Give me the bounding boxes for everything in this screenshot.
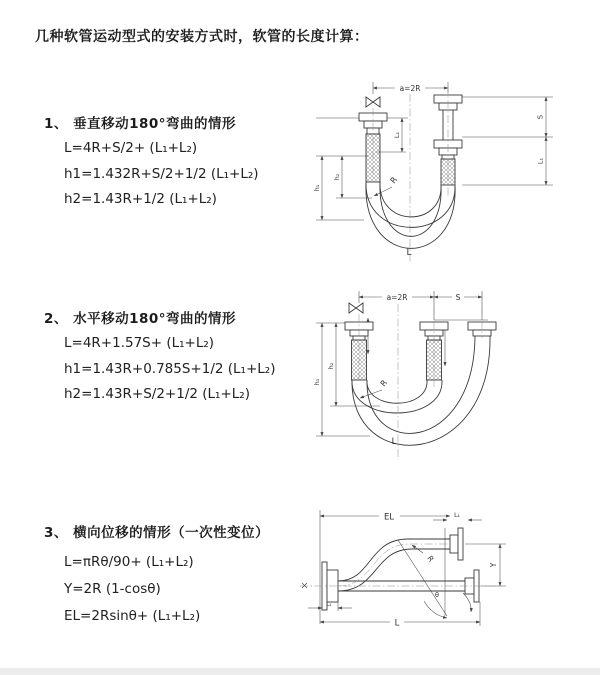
hose-assembly bbox=[359, 95, 462, 248]
dim-label-s: S bbox=[455, 293, 461, 302]
section-3-heading: 3、 横向位移的情形（一次性变位） bbox=[44, 525, 270, 541]
formula-h2: h2=1.43R+1/2 (L₁+L₂) bbox=[64, 191, 217, 207]
valve-icon bbox=[349, 303, 363, 313]
dim-label-a2r: a=2R bbox=[386, 293, 408, 302]
radius-label: R bbox=[425, 553, 436, 564]
centerlines bbox=[359, 292, 482, 460]
formula-length: L=4R+S/2+ (L₁+L₂) bbox=[64, 140, 198, 156]
section-2-formulas bbox=[64, 331, 275, 408]
hose-assembly bbox=[345, 303, 496, 445]
formula-length: L=πRθ/90+ (L₁+L₂) bbox=[64, 554, 194, 570]
section-3-formulas bbox=[64, 549, 200, 630]
dim-label-h2: h₂ bbox=[333, 173, 341, 181]
hose-assembly bbox=[302, 528, 479, 610]
valve-icon bbox=[366, 97, 380, 107]
formula-h1: h1=1.432R+S/2+1/2 (L₁+L₂) bbox=[64, 165, 259, 182]
scan-edge bbox=[0, 668, 600, 675]
dim-label-l1: L₁ bbox=[393, 131, 401, 139]
diagram-lateral-displacement bbox=[300, 498, 600, 660]
dim-label-a2r: a=2R bbox=[399, 84, 421, 93]
dim-label-h2: h₂ bbox=[327, 362, 335, 370]
centerline-mark-icon bbox=[302, 583, 307, 588]
dim-label-h1: h₁ bbox=[313, 184, 321, 192]
radius-label: R bbox=[388, 175, 400, 186]
formula-el: EL=2Rsinθ+ (L₁+L₂) bbox=[64, 608, 201, 624]
formula-length: L=4R+1.57S+ (L₁+L₂) bbox=[64, 335, 215, 351]
dim-label-el: EL bbox=[383, 512, 395, 523]
dim-label-h1: h₁ bbox=[313, 378, 321, 386]
diagram-vertical-180-bend bbox=[310, 66, 600, 266]
formula-h1: h1=1.43R+0.785S+1/2 (L₁+L₂) bbox=[64, 360, 276, 377]
radius-label: R bbox=[378, 378, 390, 389]
dim-label-l1-right: L₁ bbox=[536, 157, 545, 165]
length-label: L bbox=[391, 437, 397, 447]
centerlines bbox=[373, 86, 448, 262]
dimension-lines bbox=[316, 291, 488, 436]
page-title: 几种软管运动型式的安装方式时，软管的长度计算： bbox=[35, 29, 369, 45]
dim-label-l1-top: L₁ bbox=[454, 512, 460, 519]
section-2-heading: 2、 水平移动180°弯曲的情形 bbox=[44, 311, 237, 327]
section-1-heading: 1、 垂直移动180°弯曲的情形 bbox=[44, 116, 237, 132]
diagram-horizontal-180-bend bbox=[310, 278, 600, 468]
section-1-formulas bbox=[64, 136, 259, 213]
formula-y: Y=2R (1-cosθ) bbox=[64, 581, 161, 597]
formula-h2: h2=1.43R+S/2+1/2 (L₁+L₂) bbox=[64, 386, 250, 402]
length-label: L bbox=[406, 248, 412, 258]
theta-label: θ bbox=[435, 591, 439, 599]
length-label: L bbox=[394, 618, 400, 629]
dim-label-s: S bbox=[536, 114, 545, 120]
dim-label-y: Y bbox=[489, 562, 498, 568]
dim-label-l1-bottom: L₁ bbox=[326, 602, 332, 608]
dimension-lines bbox=[308, 510, 506, 626]
